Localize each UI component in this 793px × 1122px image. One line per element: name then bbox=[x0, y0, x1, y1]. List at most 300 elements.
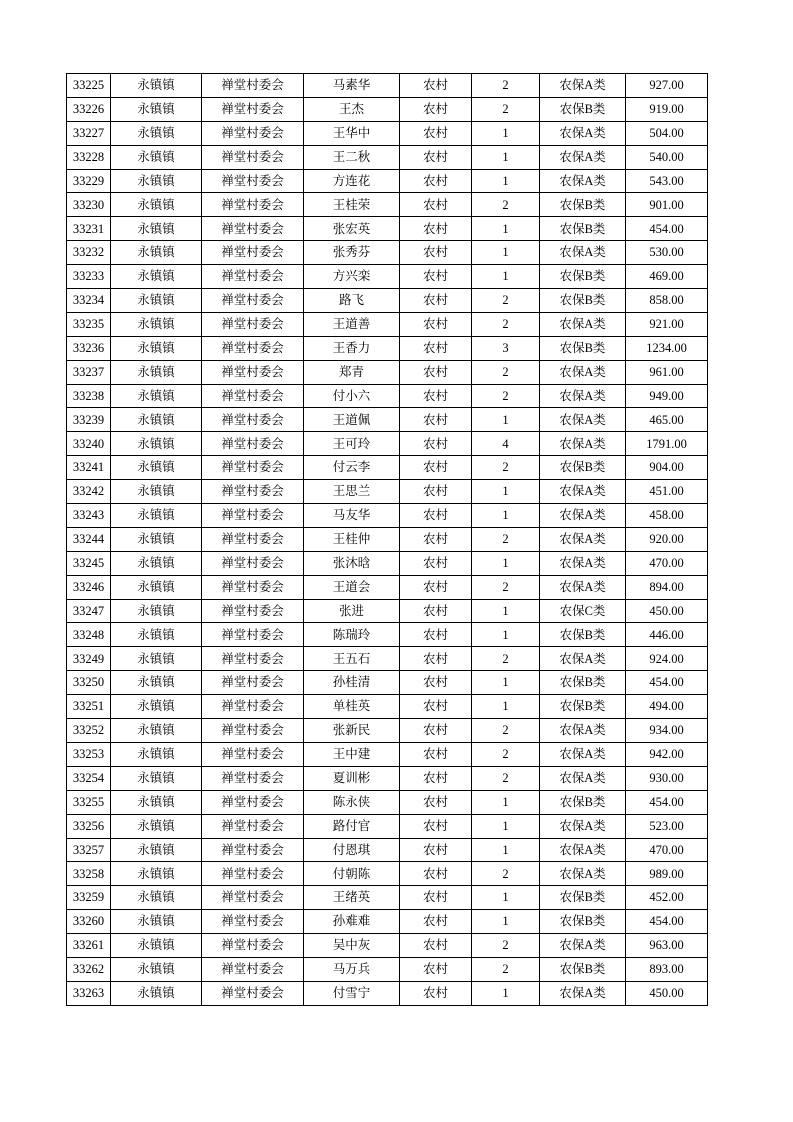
table-row bbox=[67, 599, 708, 623]
cell-count: 1 bbox=[472, 981, 540, 1005]
cell-village-committee: 禅堂村委会 bbox=[202, 719, 304, 743]
table-row bbox=[67, 336, 708, 360]
cell-town: 永镇镇 bbox=[111, 217, 202, 241]
cell-count: 2 bbox=[472, 193, 540, 217]
cell-area-type: 农村 bbox=[400, 838, 472, 862]
table-row bbox=[67, 623, 708, 647]
cell-count: 1 bbox=[472, 504, 540, 528]
cell-area-type: 农村 bbox=[400, 551, 472, 575]
cell-town: 永镇镇 bbox=[111, 456, 202, 480]
cell-village-committee: 禅堂村委会 bbox=[202, 766, 304, 790]
cell-village-committee: 禅堂村委会 bbox=[202, 336, 304, 360]
cell-area-type: 农村 bbox=[400, 504, 472, 528]
cell-town: 永镇镇 bbox=[111, 551, 202, 575]
cell-count: 1 bbox=[472, 790, 540, 814]
cell-person-name: 马万兵 bbox=[304, 957, 400, 981]
cell-town: 永镇镇 bbox=[111, 647, 202, 671]
cell-town: 永镇镇 bbox=[111, 790, 202, 814]
cell-town: 永镇镇 bbox=[111, 575, 202, 599]
cell-village-committee: 禅堂村委会 bbox=[202, 838, 304, 862]
cell-record-id: 33233 bbox=[67, 265, 111, 289]
cell-village-committee: 禅堂村委会 bbox=[202, 957, 304, 981]
table-row bbox=[67, 527, 708, 551]
cell-record-id: 33228 bbox=[67, 145, 111, 169]
cell-area-type: 农村 bbox=[400, 671, 472, 695]
cell-town: 永镇镇 bbox=[111, 671, 202, 695]
cell-person-name: 孙桂清 bbox=[304, 671, 400, 695]
table-row bbox=[67, 145, 708, 169]
cell-count: 2 bbox=[472, 289, 540, 313]
cell-count: 1 bbox=[472, 480, 540, 504]
cell-count: 1 bbox=[472, 623, 540, 647]
table-row bbox=[67, 886, 708, 910]
cell-count: 2 bbox=[472, 312, 540, 336]
cell-insurance-category: 农保A类 bbox=[540, 527, 626, 551]
cell-town: 永镇镇 bbox=[111, 766, 202, 790]
cell-village-committee: 禅堂村委会 bbox=[202, 217, 304, 241]
cell-village-committee: 禅堂村委会 bbox=[202, 265, 304, 289]
cell-count: 1 bbox=[472, 408, 540, 432]
cell-insurance-category: 农保A类 bbox=[540, 551, 626, 575]
cell-amount: 894.00 bbox=[626, 575, 708, 599]
cell-record-id: 33229 bbox=[67, 169, 111, 193]
cell-amount: 930.00 bbox=[626, 766, 708, 790]
table-row bbox=[67, 695, 708, 719]
cell-person-name: 王中建 bbox=[304, 742, 400, 766]
cell-count: 2 bbox=[472, 647, 540, 671]
cell-town: 永镇镇 bbox=[111, 312, 202, 336]
cell-insurance-category: 农保B类 bbox=[540, 695, 626, 719]
cell-town: 永镇镇 bbox=[111, 742, 202, 766]
cell-record-id: 33252 bbox=[67, 719, 111, 743]
cell-insurance-category: 农保A类 bbox=[540, 766, 626, 790]
cell-village-committee: 禅堂村委会 bbox=[202, 169, 304, 193]
cell-town: 永镇镇 bbox=[111, 695, 202, 719]
cell-area-type: 农村 bbox=[400, 432, 472, 456]
cell-amount: 452.00 bbox=[626, 886, 708, 910]
cell-village-committee: 禅堂村委会 bbox=[202, 289, 304, 313]
cell-village-committee: 禅堂村委会 bbox=[202, 599, 304, 623]
table-row bbox=[67, 742, 708, 766]
cell-area-type: 农村 bbox=[400, 623, 472, 647]
cell-amount: 919.00 bbox=[626, 97, 708, 121]
cell-record-id: 33240 bbox=[67, 432, 111, 456]
cell-record-id: 33253 bbox=[67, 742, 111, 766]
cell-person-name: 马素华 bbox=[304, 74, 400, 98]
cell-amount: 450.00 bbox=[626, 981, 708, 1005]
cell-village-committee: 禅堂村委会 bbox=[202, 241, 304, 265]
cell-person-name: 付恩琪 bbox=[304, 838, 400, 862]
cell-village-committee: 禅堂村委会 bbox=[202, 527, 304, 551]
cell-amount: 893.00 bbox=[626, 957, 708, 981]
cell-area-type: 农村 bbox=[400, 169, 472, 193]
cell-area-type: 农村 bbox=[400, 289, 472, 313]
cell-record-id: 33239 bbox=[67, 408, 111, 432]
cell-count: 1 bbox=[472, 551, 540, 575]
cell-town: 永镇镇 bbox=[111, 886, 202, 910]
cell-record-id: 33227 bbox=[67, 121, 111, 145]
cell-count: 2 bbox=[472, 360, 540, 384]
cell-village-committee: 禅堂村委会 bbox=[202, 384, 304, 408]
cell-amount: 942.00 bbox=[626, 742, 708, 766]
cell-person-name: 孙难难 bbox=[304, 910, 400, 934]
cell-insurance-category: 农保A类 bbox=[540, 312, 626, 336]
cell-insurance-category: 农保A类 bbox=[540, 384, 626, 408]
cell-amount: 540.00 bbox=[626, 145, 708, 169]
cell-count: 1 bbox=[472, 886, 540, 910]
cell-record-id: 33260 bbox=[67, 910, 111, 934]
cell-area-type: 农村 bbox=[400, 217, 472, 241]
cell-town: 永镇镇 bbox=[111, 527, 202, 551]
cell-person-name: 张进 bbox=[304, 599, 400, 623]
cell-count: 1 bbox=[472, 145, 540, 169]
cell-person-name: 路飞 bbox=[304, 289, 400, 313]
cell-amount: 989.00 bbox=[626, 862, 708, 886]
cell-town: 永镇镇 bbox=[111, 193, 202, 217]
cell-area-type: 农村 bbox=[400, 695, 472, 719]
cell-village-committee: 禅堂村委会 bbox=[202, 886, 304, 910]
cell-insurance-category: 农保B类 bbox=[540, 265, 626, 289]
cell-amount: 504.00 bbox=[626, 121, 708, 145]
table-row bbox=[67, 934, 708, 958]
cell-record-id: 33235 bbox=[67, 312, 111, 336]
cell-count: 2 bbox=[472, 575, 540, 599]
cell-person-name: 王二秋 bbox=[304, 145, 400, 169]
cell-town: 永镇镇 bbox=[111, 121, 202, 145]
cell-record-id: 33234 bbox=[67, 289, 111, 313]
cell-insurance-category: 农保B类 bbox=[540, 671, 626, 695]
records-table bbox=[66, 73, 708, 1006]
cell-count: 1 bbox=[472, 241, 540, 265]
cell-area-type: 农村 bbox=[400, 336, 472, 360]
cell-record-id: 33259 bbox=[67, 886, 111, 910]
cell-town: 永镇镇 bbox=[111, 145, 202, 169]
cell-area-type: 农村 bbox=[400, 719, 472, 743]
cell-village-committee: 禅堂村委会 bbox=[202, 193, 304, 217]
cell-person-name: 吴中灰 bbox=[304, 934, 400, 958]
cell-amount: 949.00 bbox=[626, 384, 708, 408]
cell-amount: 927.00 bbox=[626, 74, 708, 98]
cell-amount: 904.00 bbox=[626, 456, 708, 480]
cell-person-name: 陈瑞玲 bbox=[304, 623, 400, 647]
table-row bbox=[67, 121, 708, 145]
cell-area-type: 农村 bbox=[400, 312, 472, 336]
cell-insurance-category: 农保B类 bbox=[540, 790, 626, 814]
cell-record-id: 33258 bbox=[67, 862, 111, 886]
cell-town: 永镇镇 bbox=[111, 384, 202, 408]
cell-town: 永镇镇 bbox=[111, 97, 202, 121]
cell-record-id: 33248 bbox=[67, 623, 111, 647]
cell-insurance-category: 农保A类 bbox=[540, 145, 626, 169]
table-row bbox=[67, 193, 708, 217]
cell-count: 2 bbox=[472, 934, 540, 958]
cell-count: 1 bbox=[472, 671, 540, 695]
table-row bbox=[67, 169, 708, 193]
cell-area-type: 农村 bbox=[400, 384, 472, 408]
cell-insurance-category: 农保B类 bbox=[540, 217, 626, 241]
cell-town: 永镇镇 bbox=[111, 289, 202, 313]
cell-count: 2 bbox=[472, 74, 540, 98]
cell-village-committee: 禅堂村委会 bbox=[202, 312, 304, 336]
cell-amount: 451.00 bbox=[626, 480, 708, 504]
cell-town: 永镇镇 bbox=[111, 719, 202, 743]
cell-town: 永镇镇 bbox=[111, 480, 202, 504]
cell-count: 2 bbox=[472, 766, 540, 790]
cell-count: 4 bbox=[472, 432, 540, 456]
cell-town: 永镇镇 bbox=[111, 336, 202, 360]
cell-count: 1 bbox=[472, 695, 540, 719]
cell-village-committee: 禅堂村委会 bbox=[202, 432, 304, 456]
cell-person-name: 郑青 bbox=[304, 360, 400, 384]
cell-record-id: 33249 bbox=[67, 647, 111, 671]
cell-count: 3 bbox=[472, 336, 540, 360]
table-row bbox=[67, 981, 708, 1005]
cell-record-id: 33257 bbox=[67, 838, 111, 862]
cell-person-name: 王桂荣 bbox=[304, 193, 400, 217]
cell-area-type: 农村 bbox=[400, 408, 472, 432]
cell-village-committee: 禅堂村委会 bbox=[202, 408, 304, 432]
cell-village-committee: 禅堂村委会 bbox=[202, 742, 304, 766]
cell-person-name: 张秀芬 bbox=[304, 241, 400, 265]
cell-insurance-category: 农保A类 bbox=[540, 360, 626, 384]
cell-count: 2 bbox=[472, 97, 540, 121]
cell-village-committee: 禅堂村委会 bbox=[202, 862, 304, 886]
cell-record-id: 33254 bbox=[67, 766, 111, 790]
cell-record-id: 33226 bbox=[67, 97, 111, 121]
cell-record-id: 33262 bbox=[67, 957, 111, 981]
cell-record-id: 33250 bbox=[67, 671, 111, 695]
cell-area-type: 农村 bbox=[400, 480, 472, 504]
cell-amount: 446.00 bbox=[626, 623, 708, 647]
table-row bbox=[67, 360, 708, 384]
cell-area-type: 农村 bbox=[400, 241, 472, 265]
cell-town: 永镇镇 bbox=[111, 265, 202, 289]
cell-town: 永镇镇 bbox=[111, 957, 202, 981]
cell-amount: 454.00 bbox=[626, 671, 708, 695]
cell-insurance-category: 农保B类 bbox=[540, 886, 626, 910]
table-row bbox=[67, 241, 708, 265]
cell-amount: 961.00 bbox=[626, 360, 708, 384]
cell-person-name: 付雪宁 bbox=[304, 981, 400, 1005]
cell-area-type: 农村 bbox=[400, 74, 472, 98]
cell-amount: 494.00 bbox=[626, 695, 708, 719]
cell-amount: 454.00 bbox=[626, 217, 708, 241]
cell-insurance-category: 农保A类 bbox=[540, 719, 626, 743]
cell-town: 永镇镇 bbox=[111, 910, 202, 934]
table-row bbox=[67, 384, 708, 408]
cell-record-id: 33256 bbox=[67, 814, 111, 838]
cell-village-committee: 禅堂村委会 bbox=[202, 934, 304, 958]
cell-town: 永镇镇 bbox=[111, 623, 202, 647]
table-row bbox=[67, 719, 708, 743]
cell-amount: 470.00 bbox=[626, 838, 708, 862]
cell-village-committee: 禅堂村委会 bbox=[202, 981, 304, 1005]
cell-town: 永镇镇 bbox=[111, 838, 202, 862]
cell-person-name: 付云李 bbox=[304, 456, 400, 480]
cell-insurance-category: 农保C类 bbox=[540, 599, 626, 623]
table-row bbox=[67, 647, 708, 671]
cell-insurance-category: 农保B类 bbox=[540, 289, 626, 313]
cell-amount: 458.00 bbox=[626, 504, 708, 528]
table-row bbox=[67, 289, 708, 313]
cell-insurance-category: 农保B类 bbox=[540, 336, 626, 360]
cell-record-id: 33242 bbox=[67, 480, 111, 504]
cell-amount: 523.00 bbox=[626, 814, 708, 838]
cell-person-name: 单桂英 bbox=[304, 695, 400, 719]
cell-person-name: 方兴栾 bbox=[304, 265, 400, 289]
cell-insurance-category: 农保A类 bbox=[540, 74, 626, 98]
cell-record-id: 33237 bbox=[67, 360, 111, 384]
cell-insurance-category: 农保A类 bbox=[540, 169, 626, 193]
cell-town: 永镇镇 bbox=[111, 169, 202, 193]
cell-amount: 921.00 bbox=[626, 312, 708, 336]
cell-area-type: 农村 bbox=[400, 934, 472, 958]
cell-record-id: 33247 bbox=[67, 599, 111, 623]
cell-area-type: 农村 bbox=[400, 981, 472, 1005]
cell-town: 永镇镇 bbox=[111, 432, 202, 456]
table-row bbox=[67, 74, 708, 98]
cell-person-name: 王桂仲 bbox=[304, 527, 400, 551]
cell-village-committee: 禅堂村委会 bbox=[202, 695, 304, 719]
cell-count: 2 bbox=[472, 719, 540, 743]
table-row bbox=[67, 862, 708, 886]
cell-person-name: 王香力 bbox=[304, 336, 400, 360]
cell-town: 永镇镇 bbox=[111, 814, 202, 838]
cell-person-name: 张宏英 bbox=[304, 217, 400, 241]
cell-village-committee: 禅堂村委会 bbox=[202, 456, 304, 480]
cell-area-type: 农村 bbox=[400, 957, 472, 981]
cell-insurance-category: 农保A类 bbox=[540, 934, 626, 958]
cell-insurance-category: 农保B类 bbox=[540, 910, 626, 934]
table-row bbox=[67, 957, 708, 981]
cell-amount: 530.00 bbox=[626, 241, 708, 265]
table-row bbox=[67, 838, 708, 862]
cell-area-type: 农村 bbox=[400, 647, 472, 671]
cell-person-name: 王思兰 bbox=[304, 480, 400, 504]
cell-insurance-category: 农保A类 bbox=[540, 408, 626, 432]
cell-count: 1 bbox=[472, 169, 540, 193]
cell-amount: 934.00 bbox=[626, 719, 708, 743]
cell-village-committee: 禅堂村委会 bbox=[202, 910, 304, 934]
cell-insurance-category: 农保A类 bbox=[540, 575, 626, 599]
cell-area-type: 农村 bbox=[400, 910, 472, 934]
records-table-body bbox=[67, 74, 708, 1006]
cell-record-id: 33244 bbox=[67, 527, 111, 551]
cell-person-name: 方连花 bbox=[304, 169, 400, 193]
table-row bbox=[67, 408, 708, 432]
cell-record-id: 33243 bbox=[67, 504, 111, 528]
cell-person-name: 王道会 bbox=[304, 575, 400, 599]
cell-insurance-category: 农保A类 bbox=[540, 480, 626, 504]
cell-town: 永镇镇 bbox=[111, 360, 202, 384]
cell-person-name: 王可玲 bbox=[304, 432, 400, 456]
cell-record-id: 33255 bbox=[67, 790, 111, 814]
cell-insurance-category: 农保B类 bbox=[540, 97, 626, 121]
table-row bbox=[67, 790, 708, 814]
cell-area-type: 农村 bbox=[400, 360, 472, 384]
cell-amount: 920.00 bbox=[626, 527, 708, 551]
table-row bbox=[67, 480, 708, 504]
cell-area-type: 农村 bbox=[400, 265, 472, 289]
cell-area-type: 农村 bbox=[400, 193, 472, 217]
cell-person-name: 张沐晗 bbox=[304, 551, 400, 575]
cell-insurance-category: 农保A类 bbox=[540, 838, 626, 862]
table-row bbox=[67, 575, 708, 599]
cell-count: 1 bbox=[472, 121, 540, 145]
cell-town: 永镇镇 bbox=[111, 599, 202, 623]
cell-town: 永镇镇 bbox=[111, 934, 202, 958]
cell-amount: 858.00 bbox=[626, 289, 708, 313]
cell-person-name: 张新民 bbox=[304, 719, 400, 743]
cell-village-committee: 禅堂村委会 bbox=[202, 121, 304, 145]
table-row bbox=[67, 97, 708, 121]
cell-insurance-category: 农保B类 bbox=[540, 456, 626, 480]
cell-area-type: 农村 bbox=[400, 527, 472, 551]
cell-amount: 543.00 bbox=[626, 169, 708, 193]
cell-amount: 469.00 bbox=[626, 265, 708, 289]
table-row bbox=[67, 551, 708, 575]
cell-count: 2 bbox=[472, 527, 540, 551]
cell-person-name: 夏训彬 bbox=[304, 766, 400, 790]
cell-count: 1 bbox=[472, 838, 540, 862]
cell-record-id: 33251 bbox=[67, 695, 111, 719]
cell-person-name: 付小六 bbox=[304, 384, 400, 408]
cell-record-id: 33238 bbox=[67, 384, 111, 408]
cell-count: 2 bbox=[472, 862, 540, 886]
cell-person-name: 王道佩 bbox=[304, 408, 400, 432]
cell-person-name: 王绪英 bbox=[304, 886, 400, 910]
cell-count: 2 bbox=[472, 957, 540, 981]
cell-amount: 470.00 bbox=[626, 551, 708, 575]
cell-record-id: 33261 bbox=[67, 934, 111, 958]
cell-count: 1 bbox=[472, 265, 540, 289]
table-row bbox=[67, 910, 708, 934]
cell-insurance-category: 农保A类 bbox=[540, 814, 626, 838]
cell-area-type: 农村 bbox=[400, 742, 472, 766]
cell-amount: 924.00 bbox=[626, 647, 708, 671]
cell-town: 永镇镇 bbox=[111, 862, 202, 886]
cell-area-type: 农村 bbox=[400, 766, 472, 790]
cell-village-committee: 禅堂村委会 bbox=[202, 97, 304, 121]
cell-area-type: 农村 bbox=[400, 97, 472, 121]
cell-insurance-category: 农保A类 bbox=[540, 121, 626, 145]
cell-town: 永镇镇 bbox=[111, 504, 202, 528]
cell-amount: 465.00 bbox=[626, 408, 708, 432]
cell-town: 永镇镇 bbox=[111, 408, 202, 432]
cell-village-committee: 禅堂村委会 bbox=[202, 671, 304, 695]
table-row bbox=[67, 456, 708, 480]
cell-village-committee: 禅堂村委会 bbox=[202, 623, 304, 647]
cell-insurance-category: 农保A类 bbox=[540, 504, 626, 528]
cell-person-name: 王五石 bbox=[304, 647, 400, 671]
cell-area-type: 农村 bbox=[400, 456, 472, 480]
cell-record-id: 33231 bbox=[67, 217, 111, 241]
cell-person-name: 王杰 bbox=[304, 97, 400, 121]
cell-village-committee: 禅堂村委会 bbox=[202, 647, 304, 671]
cell-amount: 901.00 bbox=[626, 193, 708, 217]
cell-person-name: 马友华 bbox=[304, 504, 400, 528]
cell-amount: 450.00 bbox=[626, 599, 708, 623]
cell-count: 1 bbox=[472, 599, 540, 623]
cell-village-committee: 禅堂村委会 bbox=[202, 814, 304, 838]
table-row bbox=[67, 432, 708, 456]
table-row bbox=[67, 312, 708, 336]
cell-area-type: 农村 bbox=[400, 862, 472, 886]
cell-insurance-category: 农保A类 bbox=[540, 742, 626, 766]
cell-village-committee: 禅堂村委会 bbox=[202, 551, 304, 575]
cell-person-name: 王道善 bbox=[304, 312, 400, 336]
cell-area-type: 农村 bbox=[400, 886, 472, 910]
